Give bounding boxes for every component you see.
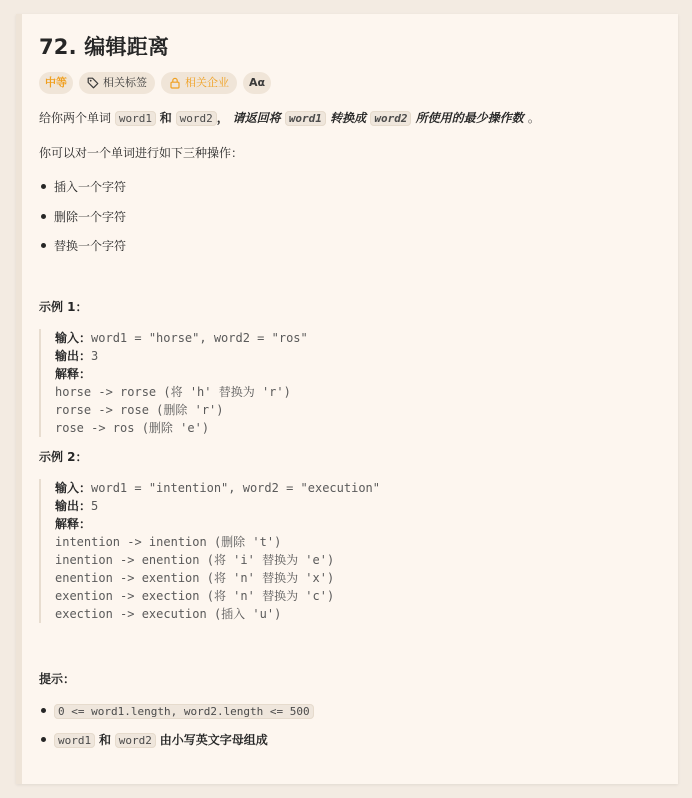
inline-code-word1-em: word1	[285, 111, 326, 126]
example-2-title: 示例 2：	[39, 450, 88, 464]
example-step: inention -> enention (将 'i' 替换为 'e')	[55, 553, 335, 567]
hints-list	[39, 701, 678, 750]
example-step: rorse -> rose (删除 'r')	[55, 403, 224, 417]
operations-intro: 你可以对一个单词进行如下三种操作：	[39, 146, 244, 160]
example-step: enention -> exention (将 'n' 替换为 'x')	[55, 571, 335, 585]
example-output: 5	[91, 499, 99, 513]
inline-code-word1: word1	[115, 111, 156, 126]
inline-code-word2: word2	[176, 111, 217, 126]
inline-code-word2: word2	[115, 733, 156, 748]
example-step: exention -> exection (将 'n' 替换为 'c')	[55, 589, 335, 603]
constraint-length-code: 0 <= word1.length, word2.length <= 500	[54, 704, 314, 719]
statement-emphasis	[233, 111, 528, 125]
example-input: word1 = "horse", word2 = "ros"	[91, 331, 308, 345]
statement-period: 。	[527, 111, 540, 125]
translate-button[interactable]: Aα	[243, 72, 271, 94]
problem-statement	[39, 108, 678, 129]
example-2-block	[39, 479, 678, 623]
example-step: horse -> rorse (将 'h' 替换为 'r')	[55, 385, 291, 399]
statement-and: 和	[159, 111, 172, 125]
inline-code-word1: word1	[54, 733, 95, 748]
problem-title[interactable]: 72. 编辑距离	[39, 35, 170, 59]
operations-list	[39, 177, 678, 256]
lock-icon	[169, 77, 181, 89]
emphasis-text: 请返回将	[232, 111, 281, 125]
input-label: 输入：	[55, 331, 92, 345]
tag-row	[39, 72, 678, 94]
example-step: rose -> ros (删除 'e')	[55, 421, 210, 435]
list-item	[39, 701, 678, 721]
difficulty-badge: 中等	[39, 72, 73, 94]
related-companies-label: 相关企业	[185, 76, 229, 89]
explain-label: 解释：	[55, 517, 92, 531]
example-1-block	[39, 329, 678, 437]
output-label: 输出：	[55, 499, 92, 513]
explain-label: 解释：	[55, 367, 92, 381]
emphasis-text-mid: 转换成	[330, 111, 367, 125]
related-tags-button[interactable]	[79, 72, 155, 94]
statement-comma: ，	[216, 111, 229, 125]
example-step: intention -> inention (删除 't')	[55, 535, 282, 549]
list-item	[39, 730, 678, 750]
statement-text: 给你两个单词	[39, 111, 112, 125]
example-output: 3	[91, 349, 99, 363]
tag-icon	[87, 77, 99, 89]
emphasis-text-suffix: 所使用的最少操作数	[415, 111, 524, 125]
input-label: 输入：	[55, 481, 92, 495]
output-label: 输出：	[55, 349, 92, 363]
inline-code-word2-em: word2	[370, 111, 411, 126]
hint-text: 由小写英文字母组成	[159, 733, 268, 747]
list-item: 删除一个字符	[39, 207, 678, 227]
example-1-title: 示例 1：	[39, 300, 88, 314]
hint-and: 和	[98, 733, 111, 747]
example-step: exection -> execution (插入 'u')	[55, 607, 282, 621]
list-item: 替换一个字符	[39, 236, 678, 256]
problem-description-panel	[16, 14, 678, 784]
related-companies-button[interactable]	[161, 72, 237, 94]
example-input: word1 = "intention", word2 = "execution"	[91, 481, 380, 495]
related-tags-label: 相关标签	[103, 76, 147, 89]
hints-title: 提示：	[39, 672, 76, 686]
problem-content	[39, 108, 678, 750]
list-item: 插入一个字符	[39, 177, 678, 197]
